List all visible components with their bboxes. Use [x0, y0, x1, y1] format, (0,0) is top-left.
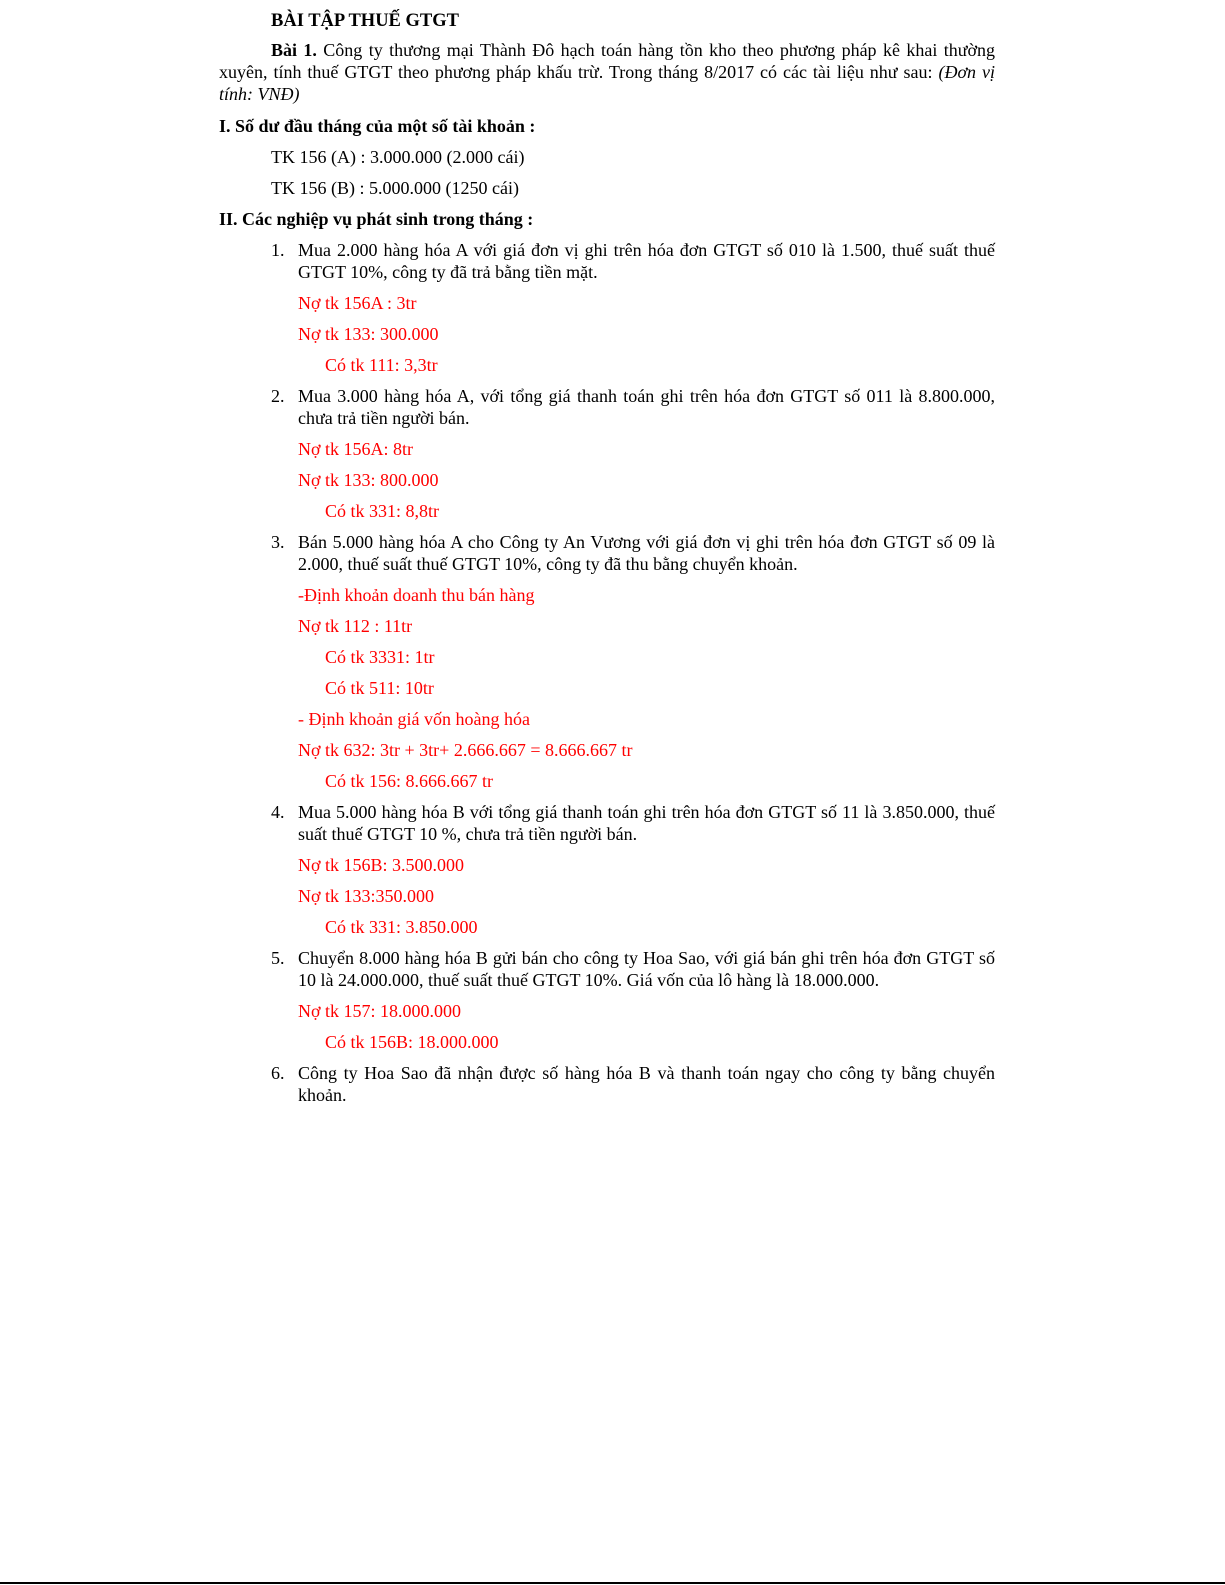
- journal-entry-credit: Có tk 511: 10tr: [325, 678, 434, 698]
- transaction-text: Chuyển 8.000 hàng hóa B gửi bán cho công ty Hoa Sao, với giá bán ghi trên hóa đơn GTGT số 10 là 24.000.000, thuế suất thuế GTGT 10%. Giá vốn của lô hàng là 18.000.000.: [298, 948, 995, 990]
- unit-note: (Đơn vị tính: VNĐ): [219, 62, 995, 104]
- transaction-3: [219, 531, 995, 575]
- document-title: BÀI TẬP THUẾ GTGT: [271, 11, 459, 31]
- journal-entry-note: -Định khoản doanh thu bán hàng: [298, 585, 535, 605]
- journal-entry-credit: Có tk 331: 8,8tr: [325, 501, 440, 521]
- transaction-5: [219, 947, 995, 991]
- transaction-number: 5.: [271, 948, 285, 968]
- journal-entry-credit: Có tk 111: 3,3tr: [325, 355, 438, 375]
- journal-entry-credit: Có tk 156B: 18.000.000: [325, 1032, 499, 1052]
- exercise-label: Bài 1.: [271, 40, 317, 60]
- transaction-number: 1.: [271, 240, 285, 260]
- section-transactions-heading: II. Các nghiệp vụ phát sinh trong tháng :: [219, 209, 534, 229]
- transaction-2: [219, 385, 995, 429]
- transaction-text: Mua 2.000 hàng hóa A với giá đơn vị ghi trên hóa đơn GTGT số 010 là 1.500, thuế suất thuế GTGT 10%, công ty đã trả bằng tiền mặt.: [298, 240, 995, 282]
- document-page: [219, 10, 995, 1115]
- journal-entry-debit: Nợ tk 133:350.000: [298, 886, 435, 906]
- section-opening-balance-heading: I. Số dư đầu tháng của một số tài khoản :: [219, 116, 536, 136]
- journal-entry-debit: Nợ tk 156B: 3.500.000: [298, 855, 465, 875]
- transaction-number: 2.: [271, 386, 285, 406]
- intro-paragraph: [219, 39, 995, 105]
- journal-entry-debit: Nợ tk 157: 18.000.000: [298, 1001, 462, 1021]
- opening-balance-a: TK 156 (A) : 3.000.000 (2.000 cái): [271, 147, 525, 167]
- journal-entry-debit: Nợ tk 156A : 3tr: [298, 293, 417, 313]
- transaction-text: Công ty Hoa Sao đã nhận được số hàng hóa B và thanh toán ngay cho công ty bằng chuyển khoản.: [298, 1063, 995, 1105]
- transaction-4: [219, 801, 995, 845]
- transaction-text: Mua 3.000 hàng hóa A, với tổng giá thanh toán ghi trên hóa đơn GTGT số 011 là 8.800.000, chưa trả tiền người bán.: [298, 386, 995, 428]
- journal-entry-debit: Nợ tk 156A: 8tr: [298, 439, 414, 459]
- intro-text: Công ty thương mại Thành Đô hạch toán hàng tồn kho theo phương pháp kê khai thường xuyên, tính thuế GTGT theo phương pháp khấu trừ. Trong tháng 8/2017 có các tài liệu như sau:: [219, 40, 995, 82]
- journal-entry-credit: Có tk 156: 8.666.667 tr: [325, 771, 494, 791]
- opening-balance-b: TK 156 (B) : 5.000.000 (1250 cái): [271, 178, 519, 198]
- journal-entry-credit: Có tk 3331: 1tr: [325, 647, 435, 667]
- transaction-number: 6.: [271, 1063, 285, 1083]
- journal-entry-debit: Nợ tk 133: 300.000: [298, 324, 439, 344]
- transaction-6: [219, 1062, 995, 1106]
- transaction-text: Bán 5.000 hàng hóa A cho Công ty An Vương với giá đơn vị ghi trên hóa đơn GTGT số 09 là 2.000, thuế suất thuế GTGT 10%, công ty đã thu bằng chuyển khoản.: [298, 532, 995, 574]
- transaction-text: Mua 5.000 hàng hóa B với tổng giá thanh toán ghi trên hóa đơn GTGT số 11 là 3.850.000, thuế suất thuế GTGT 10 %, chưa trả tiền người bán.: [298, 802, 995, 844]
- transaction-1: [219, 239, 995, 283]
- journal-entry-debit: Nợ tk 632: 3tr + 3tr+ 2.666.667 = 8.666.667 tr: [298, 740, 633, 760]
- transaction-number: 4.: [271, 802, 285, 822]
- transaction-number: 3.: [271, 532, 285, 552]
- journal-entry-credit: Có tk 331: 3.850.000: [325, 917, 478, 937]
- journal-entry-note: - Định khoản giá vốn hoàng hóa: [298, 709, 530, 729]
- page-bottom-rule: [0, 1582, 1225, 1584]
- journal-entry-debit: Nợ tk 112 : 11tr: [298, 616, 413, 636]
- journal-entry-debit: Nợ tk 133: 800.000: [298, 470, 439, 490]
